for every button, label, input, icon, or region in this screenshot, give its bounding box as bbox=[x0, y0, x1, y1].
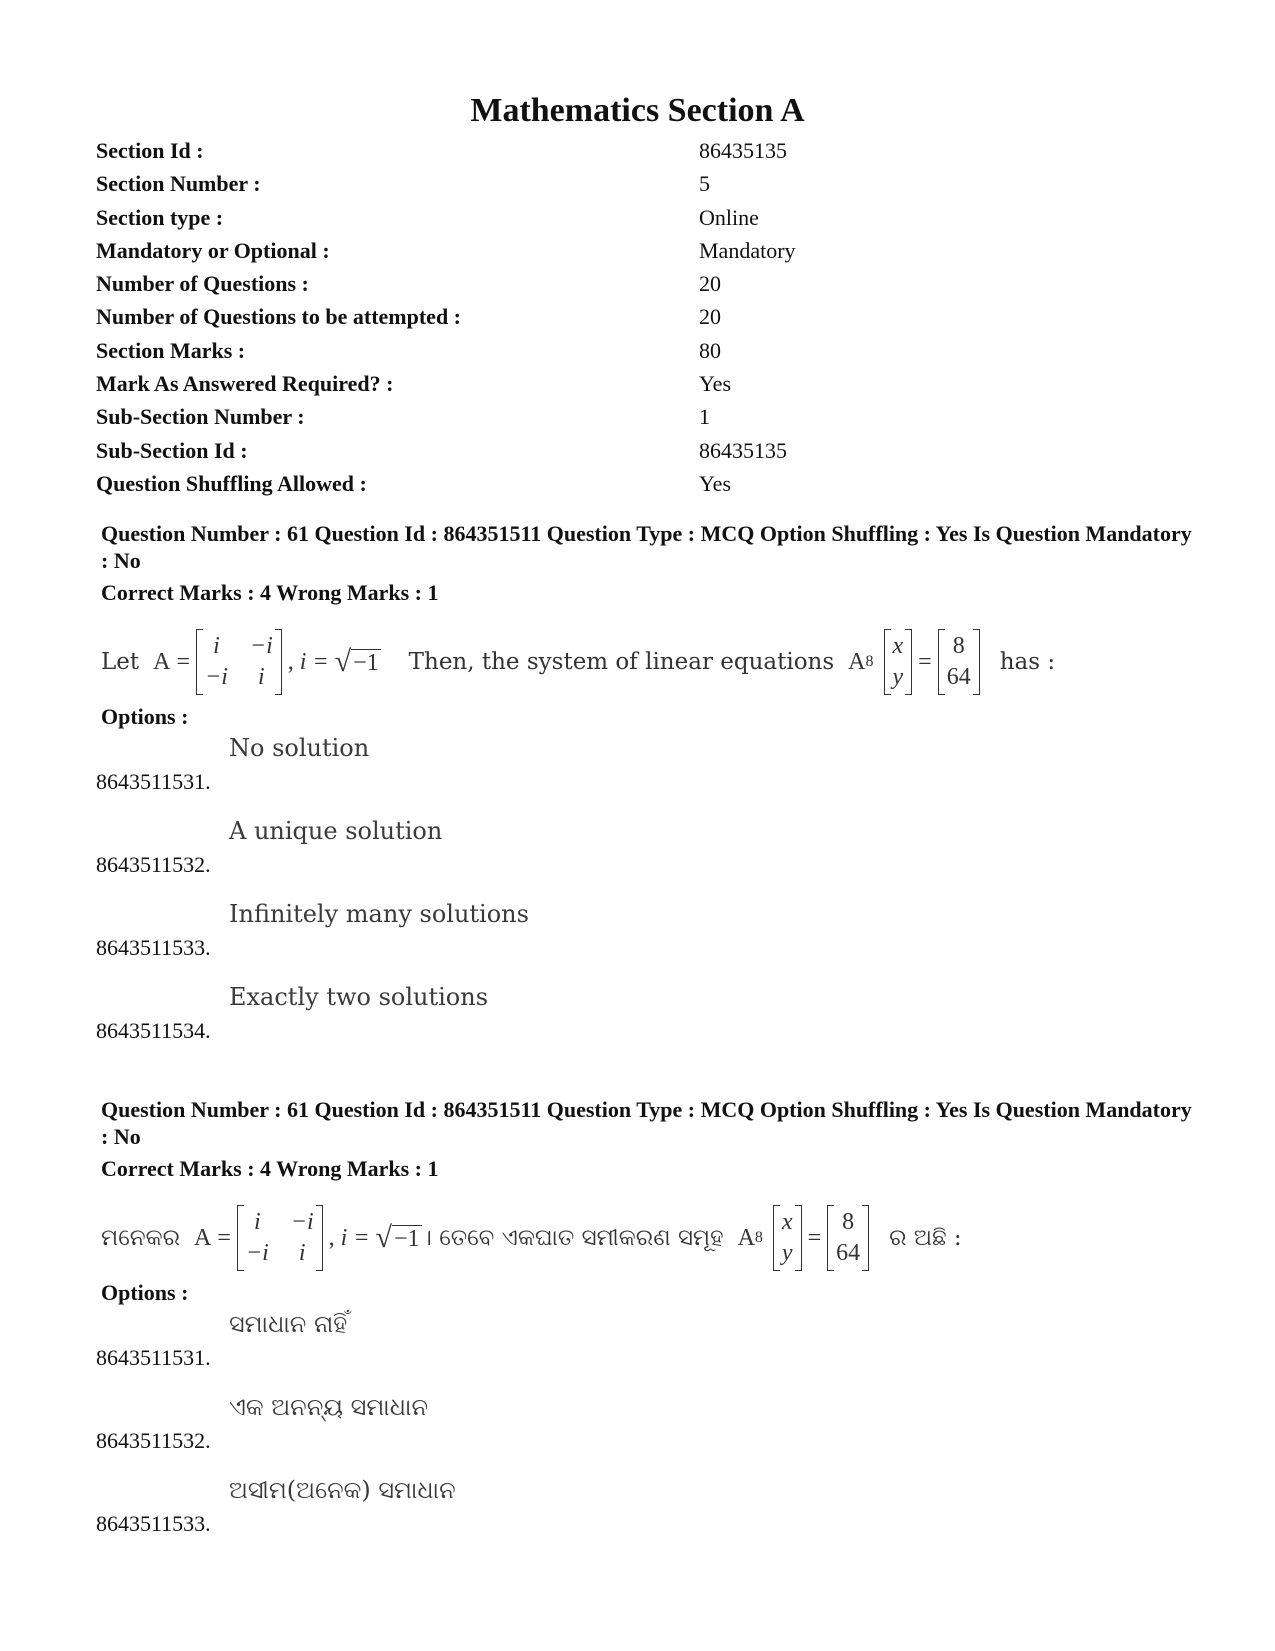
equals-sign: = bbox=[807, 1224, 822, 1251]
option-item bbox=[96, 1389, 1201, 1472]
stem-sentence: Then, the system of linear equations bbox=[408, 649, 835, 675]
info-value: 86435135 bbox=[699, 437, 787, 463]
sqrt-argument: −1 bbox=[394, 1226, 420, 1252]
info-value: Mandatory bbox=[699, 237, 796, 263]
matrix-cell: −i bbox=[205, 664, 228, 690]
matrix-cell: −i bbox=[249, 633, 273, 659]
option-id: 8643511531. bbox=[96, 1345, 211, 1370]
matrix-cell: i bbox=[298, 1240, 306, 1266]
sqrt-argument: −1 bbox=[353, 650, 379, 676]
question-marks: Correct Marks : 4 Wrong Marks : 1 bbox=[101, 1156, 439, 1181]
info-value: Online bbox=[699, 204, 759, 230]
option-item bbox=[96, 979, 1201, 1062]
vector-cell: x bbox=[892, 633, 904, 659]
info-label: Section type : bbox=[96, 204, 224, 230]
power-exponent: 8 bbox=[865, 653, 874, 670]
option-text: ସମାଧାନ ନାହିଁ bbox=[229, 1310, 348, 1338]
vector-cell: 64 bbox=[836, 1240, 861, 1266]
info-value: 80 bbox=[699, 337, 721, 363]
info-label: Mandatory or Optional : bbox=[96, 237, 330, 263]
option-id: 8643511534. bbox=[96, 1018, 211, 1043]
info-label: Mark As Answered Required? : bbox=[96, 371, 394, 397]
stem-prefix: Let bbox=[101, 649, 140, 675]
option-id: 8643511532. bbox=[96, 1428, 211, 1453]
stem-sentence: । ତେବେ ଏକଘାତ ସମୀକରଣ ସମୂହ bbox=[421, 1225, 724, 1251]
info-value: 5 bbox=[699, 171, 710, 197]
matrix-cell: i bbox=[258, 664, 265, 690]
info-value: 20 bbox=[699, 271, 721, 297]
option-text: Infinitely many solutions bbox=[229, 900, 529, 928]
equals-sign: = bbox=[918, 648, 932, 675]
info-label: Section Marks : bbox=[96, 337, 246, 363]
info-label: Number of Questions to be attempted : bbox=[96, 304, 462, 330]
question-header: Question Number : 61 Question Id : 864351511 Question Type : MCQ Option Shuffling : Yes Is Question Mandatory : No bbox=[101, 1097, 1192, 1149]
option-id: 8643511533. bbox=[96, 935, 211, 960]
info-value: 86435135 bbox=[699, 138, 787, 163]
option-item bbox=[96, 1472, 1201, 1555]
sqrt-expression: √ −1 bbox=[375, 1221, 420, 1254]
question-stem bbox=[101, 1200, 1201, 1276]
info-label: Section Number : bbox=[96, 171, 261, 197]
option-item bbox=[96, 1306, 1201, 1389]
equals-sign: = bbox=[217, 1224, 231, 1251]
power-exponent: 8 bbox=[754, 1229, 763, 1246]
option-id: 8643511532. bbox=[96, 852, 211, 877]
question-marks: Correct Marks : 4 Wrong Marks : 1 bbox=[101, 580, 439, 605]
sqrt-expression: √ −1 bbox=[334, 645, 379, 678]
question-header: Question Number : 61 Question Id : 864351511 Question Type : MCQ Option Shuffling : Yes Is Question Mandatory : No bbox=[101, 521, 1192, 573]
option-text: ଅସୀମ(ଅନେକ) ସମାଧାନ bbox=[229, 1476, 456, 1504]
matrix-cell: −i bbox=[290, 1209, 314, 1235]
option-text: ଏକ ଅନନ୍ୟ ସମାଧାନ bbox=[229, 1393, 429, 1421]
vector-cell: y bbox=[892, 664, 904, 690]
option-item bbox=[96, 813, 1201, 896]
options-label: Options : bbox=[101, 1280, 189, 1305]
vector-cell: 8 bbox=[952, 633, 965, 659]
stem-math-equation bbox=[738, 1205, 876, 1271]
vector-rhs bbox=[827, 1205, 869, 1271]
info-value: 1 bbox=[699, 404, 710, 430]
page-title: Mathematics Section A bbox=[470, 92, 805, 129]
info-label: Section Id : bbox=[96, 138, 204, 163]
imaginary-def: i = bbox=[299, 648, 329, 675]
options-label: Options : bbox=[101, 704, 189, 729]
vector-rhs bbox=[938, 629, 980, 695]
question-block bbox=[96, 520, 1201, 1062]
vector-xy bbox=[884, 629, 913, 695]
matrix-cell: −i bbox=[245, 1240, 269, 1266]
question-block bbox=[96, 1096, 1201, 1555]
vector-cell: x bbox=[781, 1209, 793, 1235]
matrix-name: A bbox=[848, 648, 866, 675]
option-text: A unique solution bbox=[229, 817, 443, 845]
option-item bbox=[96, 730, 1201, 813]
info-label: Sub-Section Number : bbox=[96, 404, 305, 430]
info-label: Number of Questions : bbox=[96, 271, 309, 297]
option-text: No solution bbox=[229, 734, 370, 762]
stem-math: A = i −i −i i , i = √ −1 bbox=[194, 1205, 422, 1271]
vector-cell: y bbox=[781, 1240, 793, 1266]
matrix-name: A bbox=[194, 1224, 212, 1251]
matrix-a bbox=[196, 629, 282, 695]
info-label: Question Shuffling Allowed : bbox=[96, 470, 367, 496]
info-value: Yes bbox=[699, 470, 732, 496]
option-id: 8643511533. bbox=[96, 1511, 211, 1536]
vector-cell: 64 bbox=[946, 664, 971, 690]
stem-math-equation bbox=[848, 629, 986, 695]
option-id: 8643511531. bbox=[96, 769, 211, 794]
matrix-cell: i bbox=[213, 633, 220, 659]
info-value: Yes bbox=[699, 371, 732, 397]
option-item bbox=[96, 896, 1201, 979]
matrix-name: A bbox=[737, 1224, 755, 1251]
matrix-name: A bbox=[153, 648, 171, 675]
matrix-a bbox=[237, 1205, 323, 1271]
option-text: Exactly two solutions bbox=[229, 983, 489, 1011]
stem-prefix: ମନେକର bbox=[101, 1225, 181, 1251]
info-label: Sub-Section Id : bbox=[96, 437, 248, 463]
matrix-cell: i bbox=[254, 1209, 261, 1235]
question-stem bbox=[101, 624, 1201, 700]
vector-cell: 8 bbox=[842, 1209, 855, 1235]
stem-math: A = i −i −i i , i = √ −1 bbox=[153, 629, 381, 695]
stem-suffix: has : bbox=[999, 649, 1056, 675]
imaginary-def: i = bbox=[340, 1224, 370, 1251]
vector-xy bbox=[773, 1205, 802, 1271]
equals-sign: = bbox=[176, 648, 191, 675]
stem-suffix: ର ଅଛି : bbox=[889, 1225, 962, 1251]
info-value: 20 bbox=[699, 304, 721, 330]
